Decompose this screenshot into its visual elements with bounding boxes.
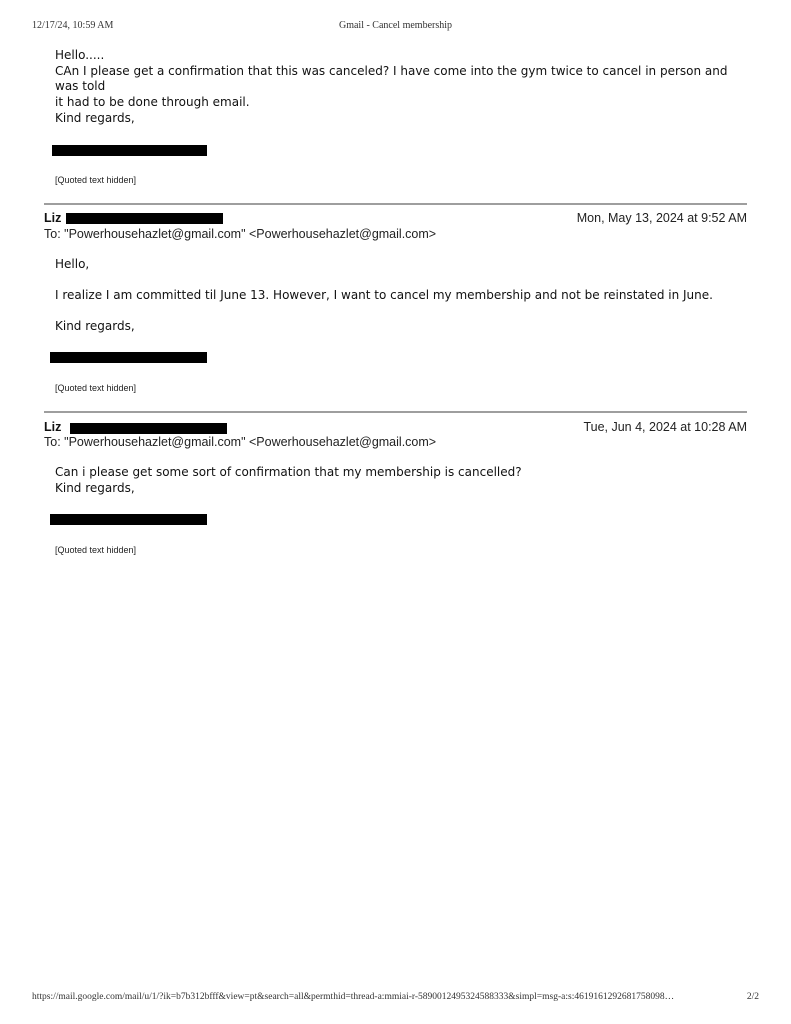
sender-name: Liz (44, 211, 62, 225)
body-text: Can i please get some sort of confirmation that my membership is cancelled? (55, 465, 522, 479)
redaction-bar (52, 145, 207, 156)
quoted-text-toggle[interactable]: [Quoted text hidden] (55, 175, 137, 185)
print-header (0, 20, 791, 34)
body-text: I realize I am committed til June 13. However, I want to cancel my membership and not be reinstated in June. (55, 288, 713, 302)
closing-text: Kind regards, (55, 111, 135, 125)
print-title: Gmail - Cancel membership (338, 20, 453, 31)
greeting-text: Hello, (55, 257, 90, 271)
redaction-bar (50, 514, 207, 525)
redaction-bar (70, 423, 227, 434)
message-date: Mon, May 13, 2024 at 9:52 AM (576, 211, 747, 225)
sender-name: Liz (44, 420, 62, 434)
message-2-closing (55, 319, 735, 335)
message-divider (44, 203, 747, 205)
closing-text: Kind regards, (55, 480, 135, 495)
message-2-body (55, 288, 735, 304)
print-datetime: 12/17/24, 10:59 AM (32, 20, 114, 31)
redaction-bar (50, 352, 207, 363)
print-footer (0, 992, 791, 1006)
recipient-line: To: "Powerhousehazlet@gmail.com" <Powerhousehazlet@gmail.com> (44, 227, 437, 241)
message-top-line-3: it had to be done through email. (55, 94, 250, 109)
redaction-bar (66, 213, 223, 224)
message-3-body (55, 465, 735, 496)
message-top-line-1: Hello..... (55, 48, 105, 62)
message-date: Tue, Jun 4, 2024 at 10:28 AM (583, 420, 747, 434)
quoted-text-toggle[interactable]: [Quoted text hidden] (55, 545, 137, 555)
message-divider (44, 411, 747, 413)
page-number: 2/2 (746, 992, 759, 1002)
message-top-line-2: CAn I please get a confirmation that this was canceled? I have come into the gym twice to cancel in person and was told (55, 63, 732, 93)
message-2-greeting (55, 257, 735, 273)
message-top-closing (55, 111, 735, 127)
recipient-line: To: "Powerhousehazlet@gmail.com" <Powerhousehazlet@gmail.com> (44, 435, 437, 449)
quoted-text-toggle[interactable]: [Quoted text hidden] (55, 383, 137, 393)
page-url: https://mail.google.com/mail/u/1/?ik=b7b312bfff&view=pt&search=all&permthid=thread-a:mmiai-r-5890012495324588333&simpl=msg-a:s:4619161292681758098… (32, 992, 675, 1002)
closing-text: Kind regards, (55, 319, 135, 333)
message-top-body (55, 48, 735, 110)
